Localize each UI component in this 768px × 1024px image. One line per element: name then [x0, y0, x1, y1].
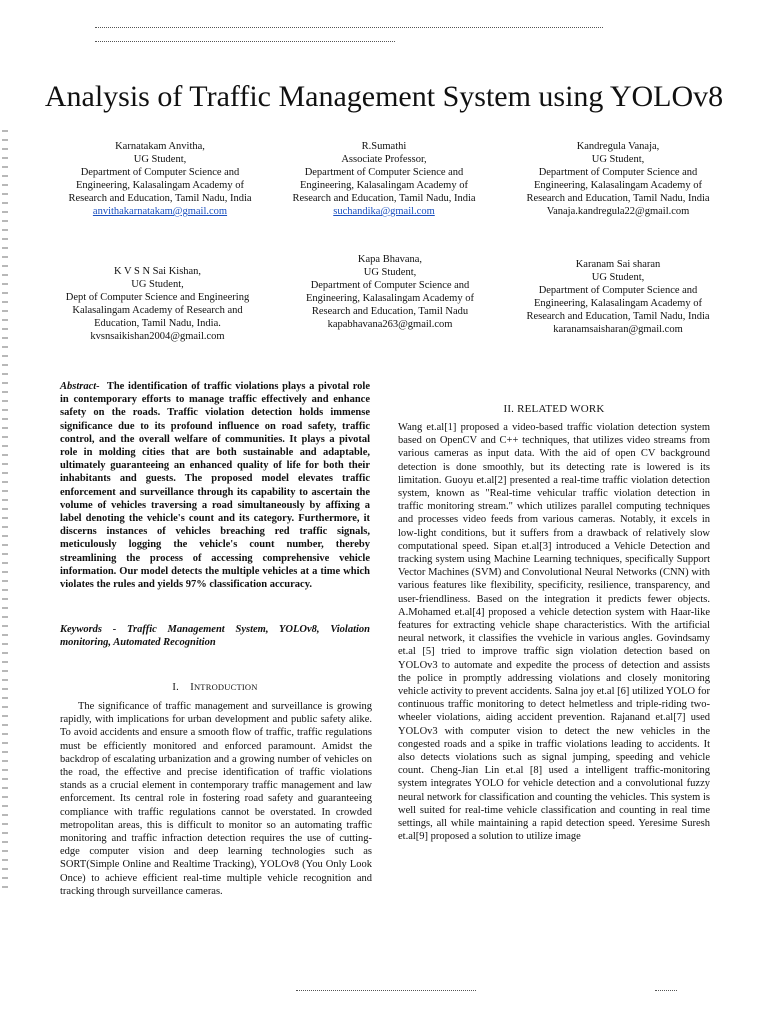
author-name: Karnatakam Anvitha,	[115, 141, 205, 152]
author-affiliation: Department of Computer Science and Engineering, Kalasalingam Academy of Research and Education, Tamil Nadu	[306, 280, 474, 317]
author-role: UG Student,	[363, 267, 417, 278]
author-role: UG Student,	[591, 154, 645, 165]
author-affiliation: Department of Computer Science and Engineering, Kalasalingam Academy of Research and Education, Tamil Nadu, India	[526, 285, 710, 322]
paper-title: Analysis of Traffic Management System using YOLOv8	[44, 80, 724, 114]
author-block-1	[60, 140, 260, 218]
introduction-body	[60, 700, 372, 898]
author-role: Associate Professor,	[341, 154, 427, 165]
author-role: UG Student,	[133, 154, 187, 165]
footer-page-marker	[655, 985, 677, 991]
introduction-paragraph: The significance of traffic management and surveillance is growing rapidly, with implications for urban development and public safety alike. To avoid accidents and ensure a smooth flow of traffic, traffic regulations must be efficiently monitored and enforced paramount. Amidst the backdrop of escalating urbanization and a growing number of vehicles on the road, the effective and precise identification of traffic violations stands as a crucial element in contemporary traffic management and law enforcement. Its central role in fostering road safety and guaranteeing compliance with traffic regulations cannot be overstated. In crowded metropolitan areas, this is difficult to monitor so an automating traffic monitoring and traffic infraction detection requires the use of cutting-edge computer vision and deep learning technologies such as SORT(Simple Online and Realtime Tracking), YOLOv8 (You Only Look Once) to achieve efficient real-time multiple vehicle recognition and tracking through surveillance cameras.	[60, 701, 372, 897]
abstract-label: Abstract-	[60, 381, 100, 392]
author-role: UG Student,	[131, 279, 184, 290]
author-email-link[interactable]: anvithakarnatakam@gmail.com	[92, 206, 228, 217]
author-block-6	[520, 258, 716, 336]
author-block-5	[295, 253, 485, 331]
author-email: kapabhavana263@gmail.com	[327, 319, 453, 330]
author-name: Kapa Bhavana,	[357, 254, 423, 265]
author-block-2	[285, 140, 483, 218]
section-numeral: I.	[172, 682, 179, 693]
author-name: Kandregula Vanaja,	[576, 141, 660, 152]
author-role: UG Student,	[591, 272, 645, 283]
author-email-link[interactable]: suchandika@gmail.com	[333, 206, 435, 217]
section-heading-introduction	[60, 682, 370, 693]
author-affiliation: Department of Computer Science and Engineering, Kalasalingam Academy of Research and Education, Tamil Nadu, India	[68, 167, 252, 204]
section-heading-related-work: II. RELATED WORK	[503, 403, 605, 415]
author-affiliation: Department of Computer Science and Engineering, Kalasalingam Academy of Research and Education, Tamil Nadu, India	[526, 167, 710, 204]
author-block-4	[55, 265, 260, 343]
author-block-3	[520, 140, 716, 218]
related-work-body	[398, 421, 710, 844]
author-email: kvsnsaikishan2004@gmail.com	[90, 331, 225, 342]
section-title-first: I	[190, 682, 194, 693]
related-work-paragraph: Wang et.al[1] proposed a video-based traffic violation detection system based on OpenCV and C++ techniques, that utilizes video streams from various cameras as input data. With the aid of open CV background detection is done smoothly, but its detecting rate is lowered is its limitation. Guoyu et.al[2] presented a real-time traffic violation detection system, known as "Real-time vehicular traffic violation detection in traffic monitoring stream." which utilizes parallel computing techniques and processes video feeds from various cameras. Notably, it excels in low-light conditions, but it suffers from a drawback of relatively slow computational speed. Sipan et.al[3] introduced a Vehicle Detection and tracking system using Machine Learning techniques, specifically Support Vector Machines (SVM) and Convolutional Neural Networks (CNN) with various features like flexibility, specificity, resilience, transparency, and user-friendliness. Based on the integration it predicts fewer objects. A.Mohamed et.al[4] proposed a vehicle detection system with Haar-like features for extracting vehicle shape characteristics. With the artificial neural network, it classifies the vvehicle in various angles. Govindsamy et.al [5] tried to improve traffic sign violation detection based on YOLOv3 to automate and expedite the process of detection and assists the police in promptly addressing violations and closely monitoring vehicle activity to prevent accidents. Salna joy et.al [6] utilized YOLO for continuous traffic monitoring to detect helmetless and triple-riding two-wheeler violations, aiding accident prevention. Rajanand et.al[7] used YOLOv3 with computer vision to detect the new vehicles in the congested roads and a spike in traffic violations leading to accidents. It also detects violations such as signal jumping, speeding and vehicle count. Cheng-Jian Lin et.al [8] used a intelligent traffic-monitoring system integrates YOLO for vehicle detection and a convolutional fuzzy neural network for classification and counting the vehicles. This system is well suited for real-time vehicle classification and counting in real time settings, all while maintaining a rapid detection speed. Yeresime Suresh et.al[9] proposed a solution to utilize image	[398, 422, 710, 843]
author-email: karanamsaisharan@gmail.com	[553, 324, 683, 335]
header-running-text	[95, 22, 603, 28]
author-name: Karanam Sai sharan	[575, 259, 661, 270]
margin-line-numbers	[2, 130, 8, 890]
section-title-rest: NTRODUCTION	[193, 682, 258, 692]
abstract	[60, 380, 370, 591]
author-affiliation: Department of Computer Science and Engineering, Kalasalingam Academy of Research and Education, Tamil Nadu, India	[292, 167, 476, 204]
author-name: R.Sumathi	[361, 141, 407, 152]
author-email: Vanaja.kandregula22@gmail.com	[546, 206, 690, 217]
header-running-text-2	[95, 36, 395, 42]
abstract-text: The identification of traffic violations plays a pivotal role in contemporary efforts to manage traffic effectively and enhance safety on the roads. Traffic violation detection holds immense significance due to its profound influence on road safety, traffic control, and the overall welfare of communities. It plays a pivotal role in molding cities that are both sustainable and adaptable, ultimately guaranteeing an enhanced quality of life for both their inhabitants and guests. The proposed model elevates traffic enforcement and surveillance through its capability to ascertain the volume of vehicles traversing a road simultaneously by affixing a label denoting the vehicle's count and its category. Furthermore, it discerns instances of vehicles breaching red traffic signals, meticulously logging the vehicle's count number, thereby streamlining the process of accessing comprehensive vehicle information. Our model detects the multiple vehicles at a time which violates the rules and yields 97% classification accuracy.	[60, 381, 370, 591]
keywords: Keywords - Traffic Management System, YOLOv8, Violation monitoring, Automated Recognition	[60, 624, 370, 649]
footer-text	[296, 985, 476, 991]
author-affiliation: Dept of Computer Science and Engineering Kalasalingam Academy of Research and Education, Tamil Nadu, India.	[65, 292, 250, 329]
author-name: K V S N Sai Kishan,	[113, 266, 202, 277]
